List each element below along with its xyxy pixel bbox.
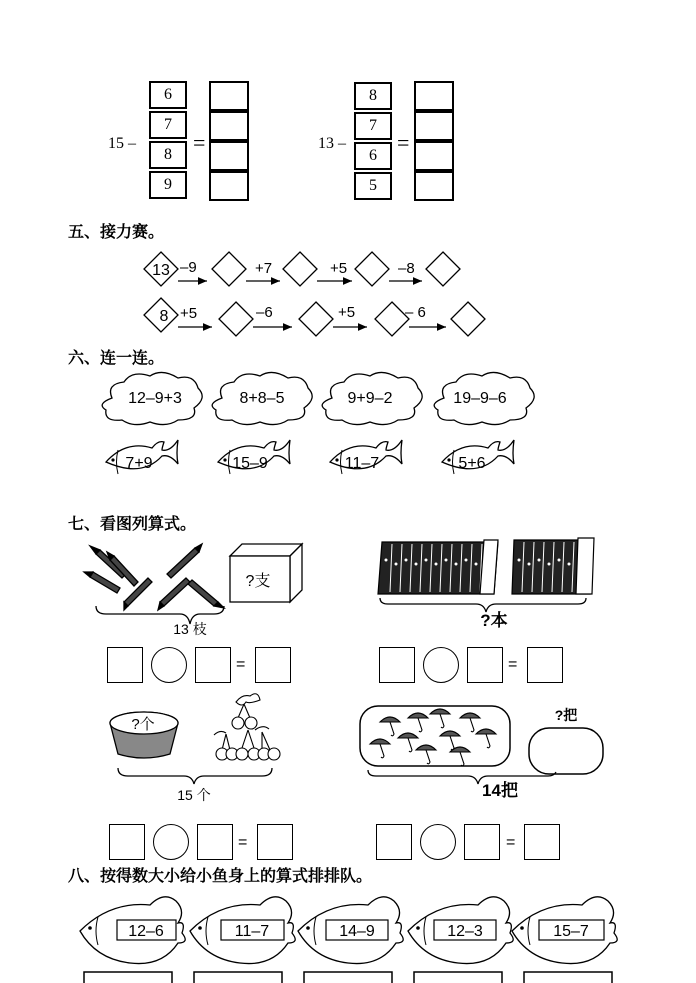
answer-box[interactable] <box>527 647 563 683</box>
relay-row1-diamond-4[interactable] <box>426 252 460 286</box>
pencil-box-label: ?支 <box>245 573 271 590</box>
order-fish-1-expr: 12–6 <box>128 923 164 940</box>
umbrella-bag-empty <box>529 707 603 774</box>
relay-row1-op-1: –9 <box>180 259 197 276</box>
cloud-2[interactable] <box>212 372 312 424</box>
relay-row1-op-3: +5 <box>330 260 348 277</box>
pencil-icon <box>84 572 120 593</box>
ladder-left-equals: = <box>193 130 206 155</box>
relay-row1-start: 13 <box>152 262 170 279</box>
ladder-right-sub-1: 8 <box>354 82 392 110</box>
ladder-left-sub-1: 6 <box>149 81 187 109</box>
order-fish-3-expr: 14–9 <box>339 923 375 940</box>
operator-circle[interactable] <box>423 647 459 683</box>
ladder-left-sub-2: 7 <box>149 111 187 139</box>
order-answer-box-3[interactable] <box>304 972 392 983</box>
fish-2[interactable] <box>218 440 290 474</box>
fish-1[interactable] <box>106 440 178 474</box>
book-stack-left <box>378 540 498 594</box>
book-stack-right <box>512 538 594 594</box>
pencils-total: 13 枝 <box>173 621 207 637</box>
relay-row1-op-4: –8 <box>398 260 415 277</box>
section-5-title: 五、接力赛。 <box>68 224 165 241</box>
ladder-right-sub-4: 5 <box>354 172 392 200</box>
ladder-right-sub-2: 7 <box>354 112 392 140</box>
order-answer-box-5[interactable] <box>524 972 612 983</box>
cloud-1[interactable] <box>102 372 202 424</box>
order-fish-5-expr: 15–7 <box>553 923 589 940</box>
section-8-title: 八、按得数大小给小鱼身上的算式排排队。 <box>68 868 373 885</box>
ladder-left-sub-4: 9 <box>149 171 187 199</box>
fish-4-expr: 5+6 <box>458 455 486 472</box>
ladder-left-minuend: 15 – <box>108 135 136 152</box>
cloud-2-expr: 8+8–5 <box>239 390 285 407</box>
relay-row-2 <box>144 298 485 336</box>
ladder-right-equals: = <box>397 130 410 155</box>
relay-row1-op-2: +7 <box>255 260 273 277</box>
umbrella-bag <box>360 706 510 766</box>
pencils-illustration <box>84 544 224 610</box>
equals-sign: = <box>236 656 246 673</box>
cloud-4-expr: 19–9–6 <box>453 390 507 407</box>
fish-2-expr: 15–9 <box>232 455 268 472</box>
books-brace <box>380 598 586 612</box>
books-illustration <box>378 538 594 594</box>
answer-box[interactable] <box>255 647 291 683</box>
answer-box[interactable] <box>109 824 145 860</box>
answer-box[interactable] <box>195 647 231 683</box>
ladder-left-sub-3: 8 <box>149 141 187 169</box>
cloud-1-expr: 12–9+3 <box>128 390 182 407</box>
relay-row2-diamond-4[interactable] <box>451 302 485 336</box>
answer-box[interactable] <box>257 824 293 860</box>
relay-row1-diamond-2[interactable] <box>283 252 317 286</box>
umbrella-bag-label: ?把 <box>554 707 578 723</box>
order-fish-5[interactable] <box>512 897 617 964</box>
pencil-icon <box>167 544 202 578</box>
order-fish-3[interactable] <box>298 897 403 964</box>
cherries-illustration <box>214 694 280 760</box>
relay-row1-diamond-3[interactable] <box>355 252 389 286</box>
answer-box[interactable] <box>107 647 143 683</box>
pencil-icon <box>158 578 190 610</box>
cloud-3-expr: 9+9–2 <box>347 390 393 407</box>
books-total: ?本 <box>480 611 508 630</box>
pencil-box <box>230 544 302 602</box>
order-fish-2-expr: 11–7 <box>234 923 270 940</box>
operator-circle[interactable] <box>420 824 456 860</box>
section-6-title: 六、连一连。 <box>68 350 165 367</box>
umbrellas-total: 14把 <box>482 781 518 800</box>
order-fish-1[interactable] <box>80 897 185 964</box>
pencil-icon <box>188 580 224 608</box>
relay-row2-op-2: –6 <box>256 304 273 321</box>
ladder-right-sub-3: 6 <box>354 142 392 170</box>
relay-row-1 <box>144 252 460 286</box>
cherries-brace <box>118 768 272 784</box>
answer-box[interactable] <box>197 824 233 860</box>
relay-row2-op-4: – 6 <box>405 304 426 321</box>
fish-4[interactable] <box>442 440 514 474</box>
ladder-right-minuend: 13 – <box>318 135 346 152</box>
relay-row2-op-3: +5 <box>338 304 356 321</box>
order-fish-2[interactable] <box>190 897 295 964</box>
cherries-total: 15 个 <box>177 787 211 803</box>
relay-row2-diamond-1[interactable] <box>219 302 253 336</box>
answer-box[interactable] <box>379 647 415 683</box>
relay-row1-diamond-1[interactable] <box>212 252 246 286</box>
picture-problems <box>0 530 696 820</box>
fish-3[interactable] <box>330 440 402 474</box>
answer-box[interactable] <box>524 824 560 860</box>
relay-row2-op-1: +5 <box>180 305 198 322</box>
cloud-4[interactable] <box>434 372 534 424</box>
answer-box[interactable] <box>464 824 500 860</box>
relay-row2-diamond-3[interactable] <box>375 302 409 336</box>
basket <box>110 712 178 758</box>
answer-box[interactable] <box>376 824 412 860</box>
order-fish-4[interactable] <box>408 897 513 964</box>
order-answer-box-4[interactable] <box>414 972 502 983</box>
equals-sign: = <box>506 834 516 851</box>
cloud-3[interactable] <box>322 372 422 424</box>
answer-box[interactable] <box>467 647 503 683</box>
fish-1-expr: 7+9 <box>125 455 153 472</box>
order-answer-box-1[interactable] <box>84 972 172 983</box>
section-7-title: 七、看图列算式。 <box>68 516 197 533</box>
umbrellas-brace <box>368 770 556 784</box>
relay-row2-start: 8 <box>159 308 169 325</box>
fish-3-expr: 11–7 <box>344 455 380 472</box>
equals-sign: = <box>238 834 248 851</box>
ordering-fish <box>0 895 696 983</box>
operator-circle[interactable] <box>153 824 189 860</box>
matching-clouds-fish <box>0 370 696 490</box>
equals-sign: = <box>508 656 518 673</box>
relay-row2-diamond-2[interactable] <box>299 302 333 336</box>
basket-label: ?个 <box>131 716 155 733</box>
operator-circle[interactable] <box>151 647 187 683</box>
order-fish-4-expr: 12–3 <box>447 923 483 940</box>
order-answer-box-2[interactable] <box>194 972 282 983</box>
